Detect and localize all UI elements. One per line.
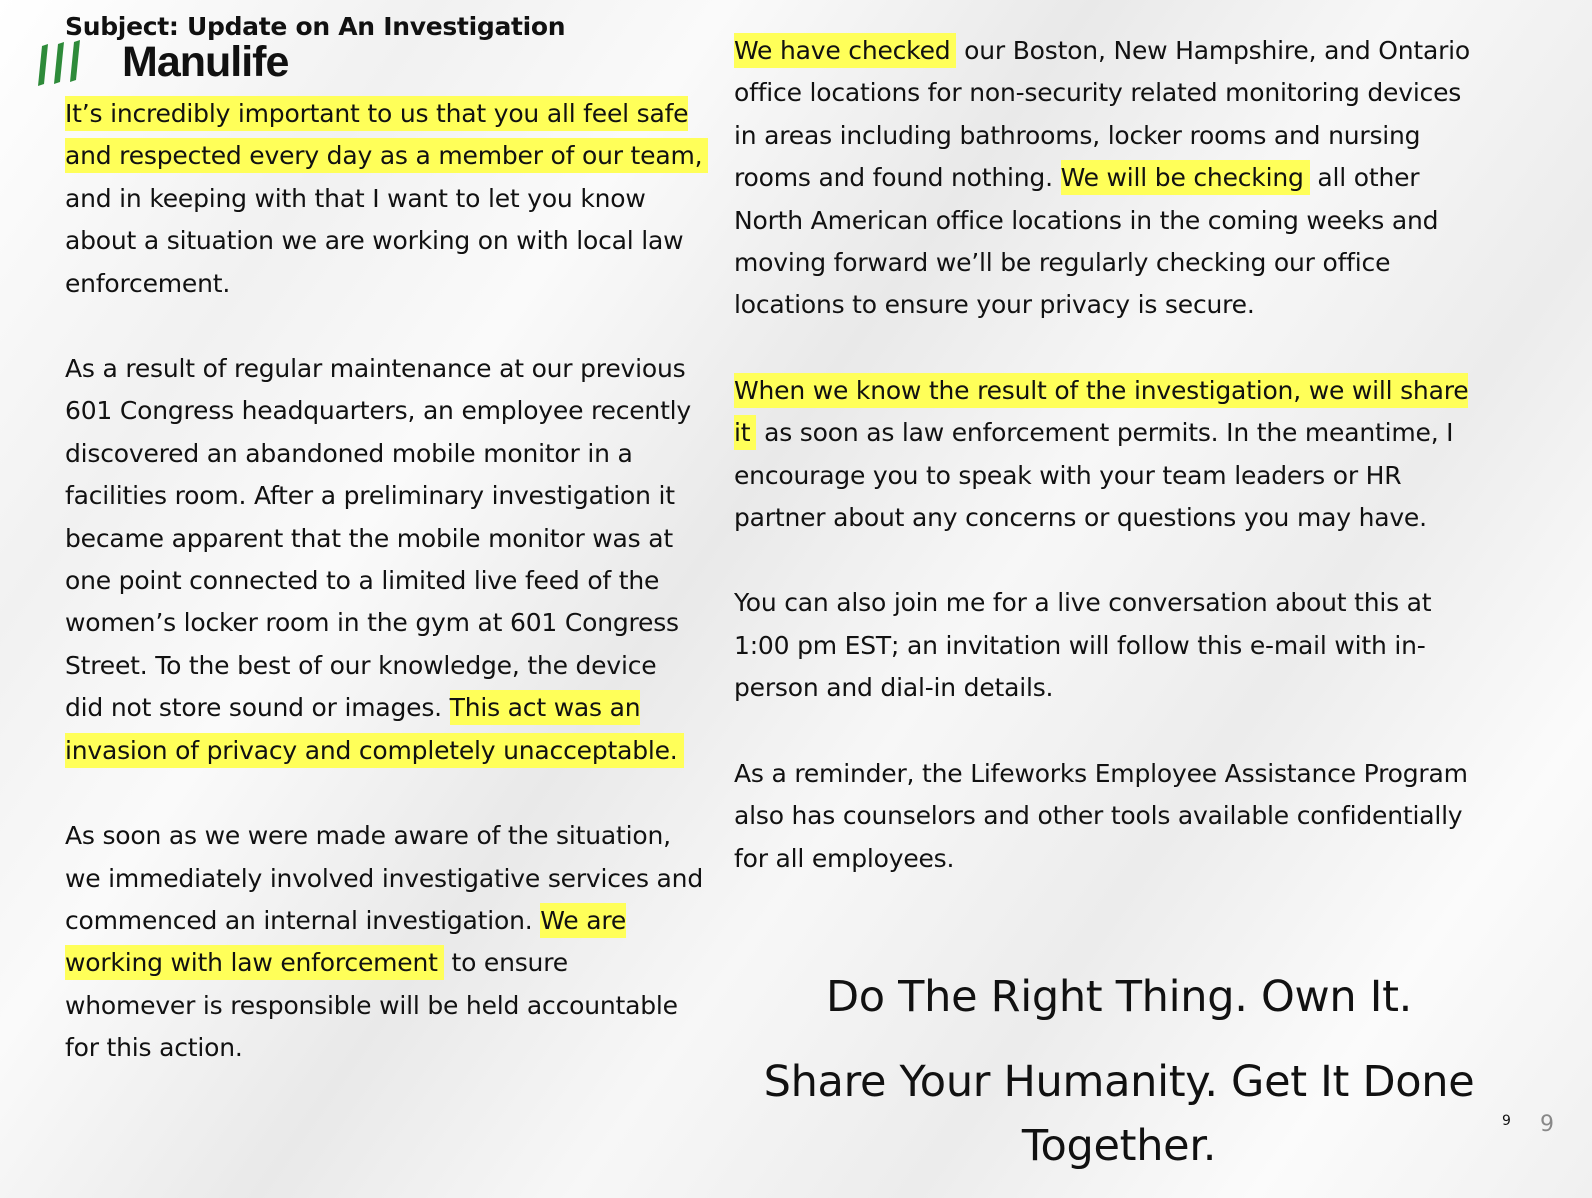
tagline-line-2: Share Your Humanity. Get It Done Together. [763, 1057, 1475, 1171]
highlight-text: We are working with law enforcement [65, 903, 626, 980]
highlight-text: We have checked [734, 33, 956, 68]
manulife-logo-icon [36, 38, 86, 90]
body-text: and in keeping with that I want to let you know about a situation we are working on with local law enforcement. [65, 183, 684, 298]
highlight-text: It’s incredibly important to us that you all feel safe and respected every day as a member of our team, [65, 96, 708, 173]
body-text: As a reminder, the Lifeworks Employee Assistance Program also has counselors and other tools available confidentially for all employees. [734, 758, 1468, 873]
brand-name: Manulife [122, 38, 289, 86]
page-number-small: 9 [1502, 1113, 1511, 1129]
body-text: You can also join me for a live conversation about this at 1:00 pm EST; an invitation will follow this e-mail with in- person and dial-in details. [734, 588, 1432, 703]
page-number: 9 [1540, 1112, 1554, 1137]
body-text: As a result of regular maintenance at our previous 601 Congress headquarters, an employee recently discovered an abandoned mobile monitor in a facilities room. After a preliminary investigation it became apparent that the mobile monitor was at one point connected to a limited live feed of the women’s locker room in the gym at 601 Congress Street. To the best of our knowledge, the device did not store sound or images. [65, 354, 692, 723]
left-column [65, 93, 725, 1113]
paragraph-discovery [65, 348, 725, 772]
body-text: as soon as law enforcement permits. In the meantime, I encourage you to speak with your team leaders or HR partner about any concerns or questions you may have. [734, 418, 1454, 533]
paragraph-results [734, 370, 1504, 540]
body-text: to ensure whomever is responsible will be held accountable for this action. [65, 948, 678, 1063]
paragraph-checks [734, 30, 1504, 327]
paragraph-response [65, 815, 725, 1069]
highlight-text: When we know the result of the investigation, we will share it [734, 373, 1468, 450]
paragraph-safety [65, 93, 725, 305]
body-text: As soon as we were made aware of the situation, we immediately involved investigative services and commenced an internal investigation. [65, 821, 703, 935]
highlight-text: This act was an invasion of privacy and completely unacceptable. [65, 690, 684, 767]
tagline-line-1: Do The Right Thing. Own It. [825, 972, 1413, 1022]
paragraph-conversation [734, 582, 1504, 709]
body-text: all other North American office locations in the coming weeks and moving forward we’ll be regularly checking our office locations to ensure your privacy is secure. [734, 163, 1439, 320]
paragraph-reminder [734, 753, 1504, 880]
email-subject: Subject: Update on An Investigation [65, 12, 566, 41]
right-column [734, 30, 1504, 923]
body-text: our Boston, New Hampshire, and Ontario office locations for non-security related monitoring devices in areas including bathrooms, locker rooms and nursing rooms and found nothing. [734, 36, 1471, 193]
highlight-text: We will be checking [1061, 160, 1310, 195]
